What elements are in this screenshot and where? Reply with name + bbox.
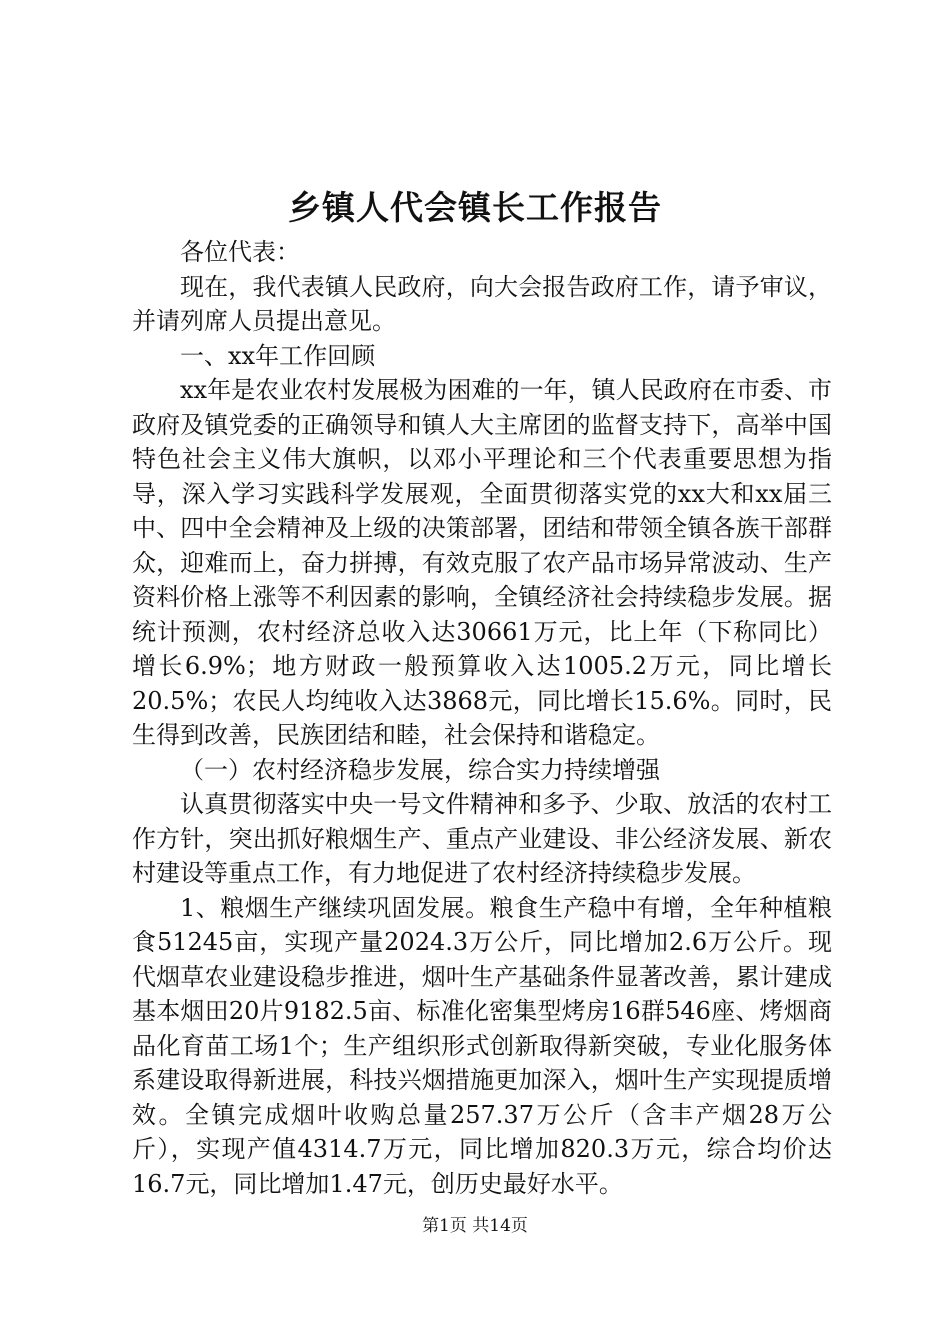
grain-tobacco-paragraph: 1、粮烟生产继续巩固发展。粮食生产稳中有增，全年种植粮食51245亩，实现产量2024.3万公斤，同比增加2.6万公斤。现代烟草农业建设稳步推进，烟叶生产基础条件显著改善，累计建成基本烟田20片9182.5亩、标准化密集型烤房16群546座、烤烟商品化育苗工场1个；生产组织形式创新取得新突破，专业化服务体系建设取得新进展，科技兴烟措施更加深入，烟叶生产实现提质增效。全镇完成烟叶收购总量257.37万公斤（含丰产烟28万公斤），实现产值4314.7万元，同比增加820.3万元，综合均价达16.7元，同比增加1.47元，创历史最好水平。 [132,893,832,1198]
document-title: 乡镇人代会镇长工作报告 [288,188,662,227]
subsection-heading: （一）农村经济稳步发展，综合实力持续增强 [180,755,660,784]
document-body [132,235,832,1201]
salutation-paragraph: 各位代表： [180,238,300,266]
section-heading: 一、xx年工作回顾 [180,341,376,370]
policy-paragraph: 认真贯彻落实中央一号文件精神和多予、少取、放活的农村工作方针，突出抓好粮烟生产、重点产业建设、非公经济发展、新农村建设等重点工作，有力地促进了农村经济持续稳步发展。 [132,790,832,887]
page-footer: 第1页 共14页 [422,1216,528,1236]
review-paragraph: xx年是农业农村发展极为困难的一年，镇人民政府在市委、市政府及镇党委的正确领导和镇人大主席团的监督支持下，高举中国特色社会主义伟大旗帜，以邓小平理论和三个代表重要思想为指导，深入学习实践科学发展观，全面贯彻落实党的xx大和xx届三中、四中全会精神及上级的决策部署，团结和带领全镇各族干部群众，迎难而上，奋力拼搏，有效克服了农产品市场异常波动、生产资料价格上涨等不利因素的影响，全镇经济社会持续稳步发展。据统计预测，农村经济总收入达30661万元，比上年（下称同比）增长6.9%；地方财政一般预算收入达1005.2万元，同比增长20.5%；农民人均纯收入达3868元，同比增长15.6%。同时，民生得到改善，民族团结和睦，社会保持和谐稳定。 [132,376,832,749]
intro-paragraph: 现在，我代表镇人民政府，向大会报告政府工作，请予审议，并请列席人员提出意见。 [132,272,832,335]
